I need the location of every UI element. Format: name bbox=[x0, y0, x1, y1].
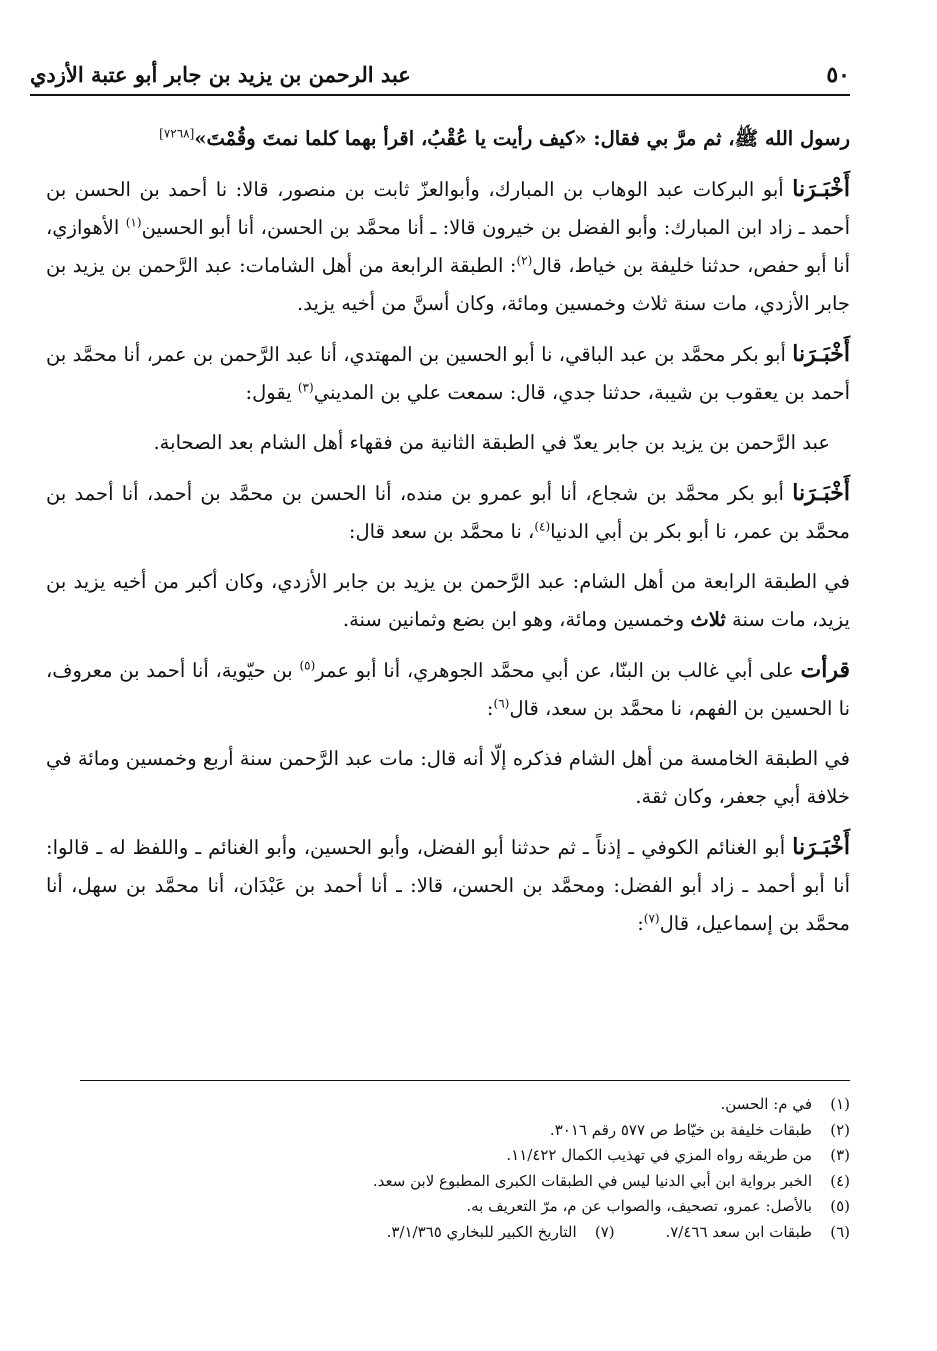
emphasized-word: ثلاث bbox=[690, 608, 726, 631]
paragraph-7 bbox=[46, 651, 850, 728]
footnote-marker: (٧) bbox=[643, 911, 660, 926]
paragraph-text: أبو بكر محمَّد بن شجاع، أنا أبو عمرو بن منده، أنا الحسن بن محمَّد بن أحمد، أنا أحمد بن محمَّد بن عمر، نا أبو بكر بن أبي الدنيا bbox=[46, 482, 850, 543]
footnote-item bbox=[80, 1118, 850, 1144]
footnote-text: في م: الحسن. bbox=[720, 1095, 812, 1113]
footnote-marker: (٥) bbox=[299, 658, 316, 673]
paragraph-text: بن حيّوية، أنا أحمد بن معروف، نا الحسين بن الفهم، نا محمَّد بن سعد، قال bbox=[46, 659, 850, 720]
paragraph-text: في الطبقة الخامسة من أهل الشام فذكره إلّا أنه قال: مات عبد الرَّحمن سنة أربع وخمسين ومائة في خلافة أبي جعفر، وكان ثقة. bbox=[46, 747, 850, 808]
paragraph-text: وخمسين ومائة، وهو ابن بضع وثمانين سنة. bbox=[342, 608, 691, 631]
footnote-number: (٣) bbox=[830, 1146, 850, 1164]
footnote-text: التاريخ الكبير للبخاري ٣/١/٣٦٥. bbox=[386, 1222, 577, 1241]
footnote-item bbox=[80, 1194, 850, 1220]
paragraph-5 bbox=[46, 474, 850, 551]
paragraph-text: يقول: bbox=[245, 381, 298, 404]
paragraph-text: في الطبقة الرابعة من أهل الشام: عبد الرَّحمن بن يزيد بن جابر الأزدي، وكان أكبر من أخيه يزيد بن يزيد، مات سنة bbox=[46, 570, 850, 631]
footnote-text: الخبر برواية ابن أبي الدنيا ليس في الطبقات الكبرى المطبوع لابن سعد. bbox=[372, 1171, 812, 1190]
footnote-number: (٤) bbox=[830, 1171, 850, 1190]
footnote-marker: (٤) bbox=[534, 519, 551, 534]
main-text bbox=[46, 120, 850, 955]
paragraph-text: رسول الله ﷺ، ثم مرَّ بي فقال: «كيف رأيت يا عُقْبُ، اقرأ بهما كلما نمتَ وقُمْتَ» bbox=[194, 127, 850, 150]
footnote-text: من طريقه رواه المزي في تهذيب الكمال ١١/٤٢٢. bbox=[506, 1146, 812, 1164]
paragraph-text: أبو البركات عبد الوهاب بن المبارك، وأبوالعزّ ثابت بن منصور، قالا: نا أحمد بن الحسن بن أحمد ـ زاد ابن المبارك: وأبو الفضل بن خيرون قالا: ـ أنا محمَّد بن الحسن، أنا أبو الحسين bbox=[46, 178, 850, 239]
paragraph-6 bbox=[46, 563, 850, 639]
narration-lead: قرأت bbox=[800, 657, 850, 683]
footnote-item bbox=[80, 1143, 850, 1169]
footnotes bbox=[80, 1092, 850, 1245]
footnote-divider bbox=[80, 1080, 850, 1081]
paragraph-2 bbox=[46, 170, 850, 323]
narration-lead: أَخْبَـرَنا bbox=[792, 176, 850, 202]
footnote-number: (٢) bbox=[830, 1120, 850, 1139]
paragraph-text: : الطبقة الرابعة من أهل الشامات: عبد الرَّحمن بن يزيد بن جابر الأزدي، مات سنة ثلاث وخمسين ومائة، وكان أسنَّ من أخيه يزيد. bbox=[46, 254, 850, 315]
narration-lead: أَخْبَـرَنا bbox=[792, 834, 850, 860]
paragraph-text: أبو الغنائم الكوفي ـ إذناً ـ ثم حدثنا أبو الفضل، وأبو الحسين، وأبو الغنائم ـ واللفظ له ـ قالوا: أنا أبو أحمد ـ زاد أبو الفضل: ومحمَّد بن الحسن، قالا: ـ أنا أحمد بن عَبْدَان، أنا محمَّد بن سهل، أنا محمَّد بن إسماعيل، قال bbox=[46, 836, 850, 935]
footnote-marker: (٦) bbox=[493, 696, 510, 711]
paragraph-text: أبو بكر محمَّد بن عبد الباقي، نا أبو الحسين بن المهتدي، أنا عبد الرَّحمن بن عمر، أنا محمَّد بن أحمد بن يعقوب بن شيبة، حدثنا جدي، قال: سمعت علي بن المديني bbox=[46, 343, 850, 404]
footnote-item bbox=[80, 1092, 850, 1118]
footnote-item-inline bbox=[387, 1220, 615, 1246]
paragraph-text: عبد الرَّحمن بن يزيد بن جابر يعدّ في الطبقة الثانية من فقهاء أهل الشام بعد الصحابة. bbox=[153, 431, 830, 454]
reference-number: [٧٢٦٨] bbox=[159, 126, 195, 141]
footnote-number: (٥) bbox=[830, 1197, 850, 1215]
paragraph-text: الأهوازي، أنا أبو حفص، حدثنا خليفة بن خياط، قال bbox=[46, 216, 850, 277]
paragraph-text: : bbox=[637, 912, 644, 935]
footnote-number: (١) bbox=[830, 1095, 850, 1113]
footnote-text: بالأصل: عمرو، تصحيف، والصواب عن م، مرّ التعريف به. bbox=[466, 1197, 812, 1215]
paragraph-text: ، نا محمَّد بن سعد قال: bbox=[348, 520, 535, 543]
footnote-number: (٧) bbox=[594, 1222, 615, 1241]
page-header bbox=[30, 60, 850, 96]
paragraph-4 bbox=[46, 424, 850, 462]
footnote-marker: (٢) bbox=[516, 253, 533, 268]
paragraph-8 bbox=[46, 740, 850, 816]
footnote-marker: (١) bbox=[125, 215, 142, 230]
footnote-text: طبقات خليفة بن خيّاط ص ٥٧٧ رقم ٣٠١٦. bbox=[549, 1120, 812, 1139]
paragraph-1 bbox=[46, 120, 850, 158]
narration-lead: أَخْبَـرَنا bbox=[792, 480, 850, 506]
footnote-text: طبقات ابن سعد ٧/٤٦٦. bbox=[665, 1222, 812, 1241]
paragraph-9 bbox=[46, 828, 850, 943]
paragraph-text: على أبي غالب بن البنّا، عن أبي محمَّد الجوهري، أنا أبو عمر bbox=[315, 659, 801, 682]
footnote-item bbox=[80, 1220, 850, 1246]
footnote-number: (٦) bbox=[830, 1222, 850, 1241]
footnote-item bbox=[80, 1169, 850, 1195]
narration-lead: أَخْبَـرَنا bbox=[792, 341, 850, 367]
footnote-marker: (٣) bbox=[297, 380, 314, 395]
page-number: ٥٠ bbox=[826, 62, 850, 88]
running-title: عبد الرحمن بن يزيد بن جابر أبو عتبة الأزدي bbox=[30, 62, 411, 87]
paragraph-text: : bbox=[486, 697, 494, 720]
paragraph-3 bbox=[46, 335, 850, 412]
